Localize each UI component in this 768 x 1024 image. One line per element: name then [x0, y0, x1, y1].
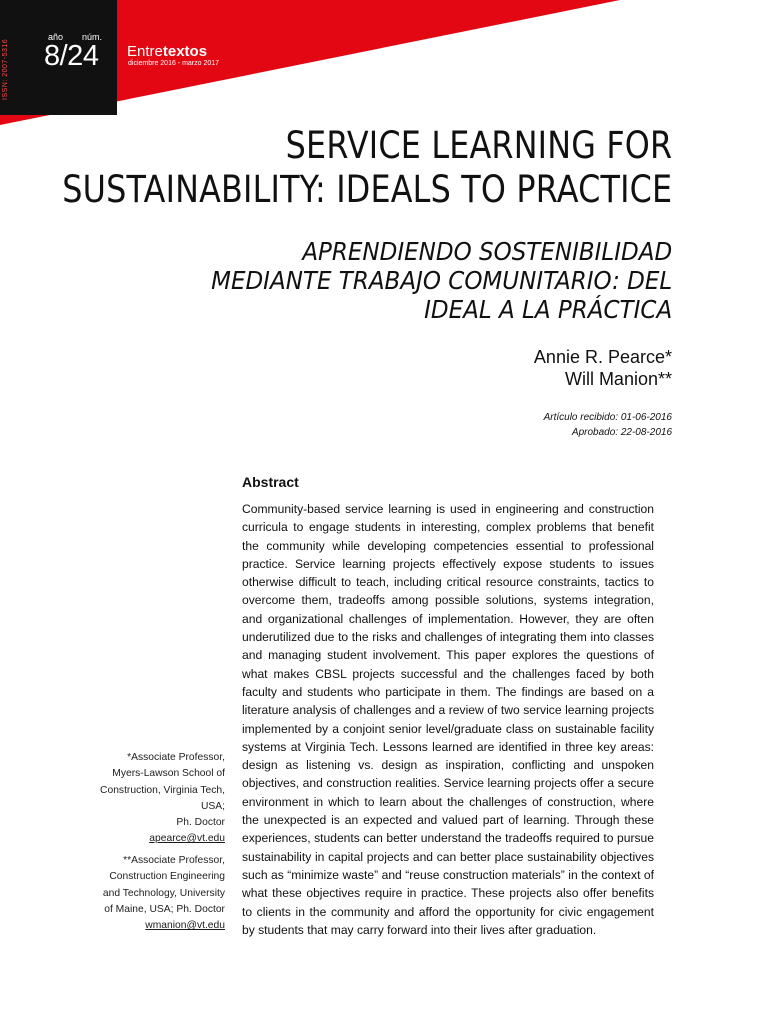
affiliation-1-line: Myers-Lawson School of	[112, 768, 225, 780]
received-date: Artículo recibido: 01-06-2016	[543, 412, 672, 423]
author-list	[534, 346, 672, 390]
affiliation-2-line: and Technology, University	[102, 887, 225, 899]
affiliation-1	[100, 750, 225, 848]
affiliation-1-line: Ph. Doctor	[176, 817, 225, 829]
affiliation-2-line: **Associate Professor,	[123, 855, 225, 866]
author-1: Annie R. Pearce*	[533, 347, 672, 367]
journal-dates: diciembre 2016 - marzo 2017	[128, 60, 220, 67]
journal-suffix: textos	[162, 43, 208, 60]
affiliation-1-line: Construction, Virginia Tech,	[100, 784, 225, 796]
article-dates	[544, 410, 672, 440]
email-link-2[interactable]: wmanion@vt.edu	[145, 920, 225, 932]
issue-number: 8/24	[44, 40, 99, 72]
year-label: año	[48, 32, 64, 42]
journal-prefix: Entre	[127, 43, 163, 60]
affiliation-1-line: USA;	[200, 800, 225, 812]
title-spanish	[171, 237, 672, 324]
affiliation-2-line: of Maine, USA; Ph. Doctor	[104, 903, 225, 915]
issue-block	[0, 0, 117, 115]
title-line-1: SERVICE LEARNING FOR	[285, 124, 672, 167]
approved-date: Aprobado: 22-08-2016	[571, 427, 672, 438]
subtitle-line-3: IDEAL A LA PRÁCTICA	[423, 295, 672, 324]
title-line-2: SUSTAINABILITY: IDEALS TO PRACTICE	[61, 168, 672, 211]
journal-logo	[127, 43, 207, 60]
email-link-1[interactable]: apearce@vt.edu	[149, 833, 225, 845]
abstract-text: Community-based service learning is used in engineering and construction curricula to engage students in interesting, complex problems that benefit the community while developing competencies essential to professional practice. Service learning projects effectively expose students to issues otherwise difficult to teach, including critical resource constraints, tactics to overcome them, tradeoffs among possible solutions, systems integration, and organizational challenges of implementation. However, they are often underutilized due to the risks and challenges of integrating them into classes and managing student involvement. This paper explores the questions of what makes CBSL projects successful and the challenges faced by both faculty and students who participate in them. The findings are based on a literature analysis of challenges and a review of two service learning projects implemented by a conjoint senior level/graduate class on sustainable facility systems at Virginia Tech. Lessons learned are identified in three key areas: design as listening vs. design as inspiration, conflicting and unspoken objectives, and construction realities. Service learning projects offer a secure environment in which to learn about the challenges of construction, where the unexpected is an expected and valued part of learning. Through these experiences, students can better understand the tradeoffs required to pursue sustainability in capital projects and can better place sustainability objectives such as “minimize waste” and “reuse construction materials” in the context of what these objectives require in practice. These projects also offer benefits to clients in the community and afford the opportunity for civic engagement by students that may carry forward into their lives after graduation.	[242, 502, 654, 937]
title-english	[0, 124, 672, 212]
subtitle-line-2: MEDIANTE TRABAJO COMUNITARIO: DEL	[210, 266, 672, 295]
number-label: núm.	[82, 32, 103, 42]
abstract-heading: Abstract	[242, 474, 299, 490]
issn-label: ISSN: 2007-5316	[2, 38, 9, 100]
affiliation-2	[103, 853, 225, 934]
subtitle-line-1: APRENDIENDO SOSTENIBILIDAD	[302, 237, 672, 266]
author-2: Will Manion**	[564, 369, 672, 389]
affiliation-1-line: *Associate Professor,	[127, 752, 225, 763]
affiliation-2-line: Construction Engineering	[109, 871, 225, 883]
